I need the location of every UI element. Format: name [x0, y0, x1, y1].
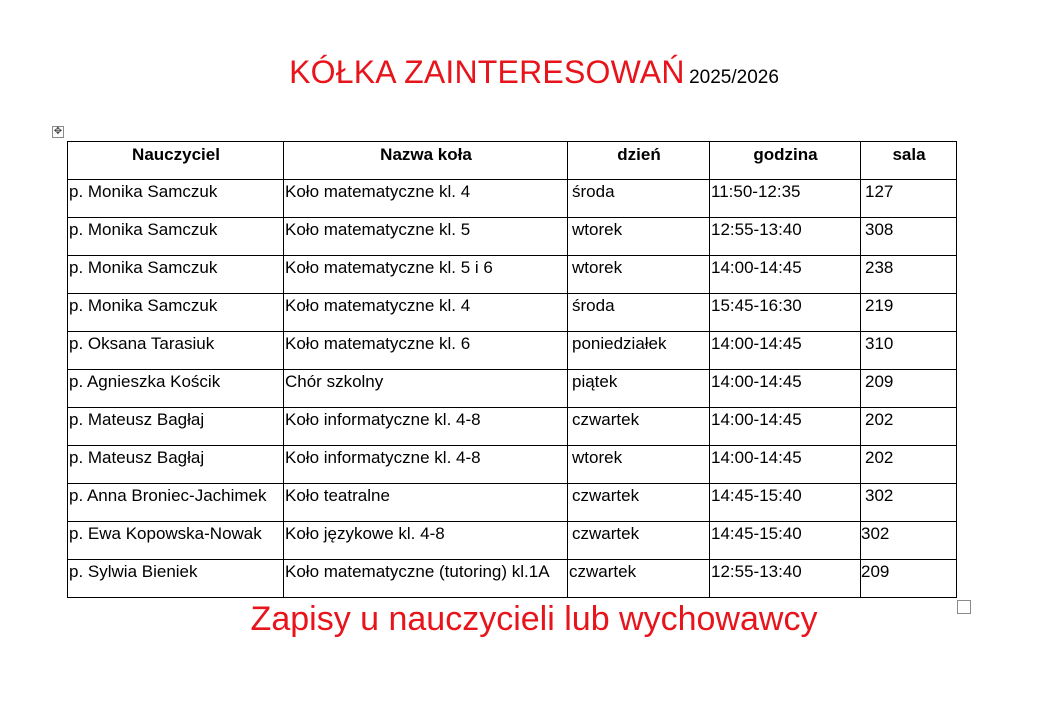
cell-day: środa: [568, 294, 710, 332]
cell-time: 14:45-15:40: [710, 484, 861, 522]
table-row: [68, 332, 957, 370]
cell-teacher: p. Anna Broniec-Jachimek: [68, 484, 284, 522]
cell-day: poniedziałek: [568, 332, 710, 370]
header-teacher: Nauczyciel: [68, 142, 284, 180]
cell-club-name: Koło matematyczne kl. 5: [284, 218, 568, 256]
cell-room: 202: [861, 408, 957, 446]
cell-day: czwartek: [568, 522, 710, 560]
table-row: [68, 180, 957, 218]
cell-time: 11:50-12:35: [710, 180, 861, 218]
cell-time: 15:45-16:30: [710, 294, 861, 332]
cell-room: 302: [861, 484, 957, 522]
cell-teacher: p. Monika Samczuk: [68, 256, 284, 294]
header-day: dzień: [568, 142, 710, 180]
table-row: [68, 446, 957, 484]
cell-teacher: p. Mateusz Bagłaj: [68, 446, 284, 484]
cell-time: 14:00-14:45: [710, 446, 861, 484]
cell-club-name: Koło informatyczne kl. 4-8: [284, 446, 568, 484]
cell-room: 127: [861, 180, 957, 218]
cell-club-name: Koło informatyczne kl. 4-8: [284, 408, 568, 446]
cell-club-name: Koło matematyczne kl. 4: [284, 180, 568, 218]
cell-teacher: p. Monika Samczuk: [68, 294, 284, 332]
cell-time: 14:00-14:45: [710, 332, 861, 370]
cell-room: 209: [861, 370, 957, 408]
cell-club-name: Koło teatralne: [284, 484, 568, 522]
table-row: [68, 294, 957, 332]
cell-time: 14:45-15:40: [710, 522, 861, 560]
title-main: KÓŁKA ZAINTERESOWAŃ: [289, 54, 685, 90]
cell-teacher: p. Monika Samczuk: [68, 218, 284, 256]
table-row: [68, 408, 957, 446]
cell-club-name: Koło matematyczne (tutoring) kl.1A: [284, 560, 568, 598]
cell-teacher: p. Ewa Kopowska-Nowak: [68, 522, 284, 560]
cell-club-name: Chór szkolny: [284, 370, 568, 408]
cell-club-name: Koło matematyczne kl. 4: [284, 294, 568, 332]
cell-day: piątek: [568, 370, 710, 408]
cell-time: 12:55-13:40: [710, 560, 861, 598]
table-row: [68, 370, 957, 408]
table-row: [68, 522, 957, 560]
cell-room: 209: [861, 560, 957, 598]
header-room: sala: [861, 142, 957, 180]
cell-teacher: p. Monika Samczuk: [68, 180, 284, 218]
title-year: 2025/2026: [689, 67, 779, 88]
cell-day: wtorek: [568, 218, 710, 256]
page-title: [0, 54, 1057, 91]
cell-day: czwartek: [568, 484, 710, 522]
table-row: [68, 560, 957, 598]
cell-time: 14:00-14:45: [710, 256, 861, 294]
table-header-row: [68, 142, 957, 180]
cell-room: 310: [861, 332, 957, 370]
cell-club-name: Koło matematyczne kl. 5 i 6: [284, 256, 568, 294]
table-row: [68, 256, 957, 294]
cell-day: wtorek: [568, 256, 710, 294]
cell-day: czwartek: [568, 560, 710, 598]
header-club-name: Nazwa koła: [284, 142, 568, 180]
table-row: [68, 218, 957, 256]
cell-club-name: Koło językowe kl. 4-8: [284, 522, 568, 560]
header-time: godzina: [710, 142, 861, 180]
move-icon[interactable]: ✥: [53, 126, 63, 137]
cell-teacher: p. Oksana Tarasiuk: [68, 332, 284, 370]
cell-room: 219: [861, 294, 957, 332]
cell-teacher: p. Agnieszka Kościk: [68, 370, 284, 408]
table-row: [68, 484, 957, 522]
cell-room: 238: [861, 256, 957, 294]
cell-day: środa: [568, 180, 710, 218]
cell-teacher: p. Sylwia Bieniek: [68, 560, 284, 598]
footer-note: Zapisy u nauczycieli lub wychowawcy: [250, 600, 818, 638]
cell-club-name: Koło matematyczne kl. 6: [284, 332, 568, 370]
cell-teacher: p. Mateusz Bagłaj: [68, 408, 284, 446]
cell-day: czwartek: [568, 408, 710, 446]
cell-time: 12:55-13:40: [710, 218, 861, 256]
cell-time: 14:00-14:45: [710, 408, 861, 446]
cell-room: 302: [861, 522, 957, 560]
cell-room: 202: [861, 446, 957, 484]
cell-time: 14:00-14:45: [710, 370, 861, 408]
cell-day: wtorek: [568, 446, 710, 484]
schedule-table: [67, 141, 957, 598]
cell-room: 308: [861, 218, 957, 256]
